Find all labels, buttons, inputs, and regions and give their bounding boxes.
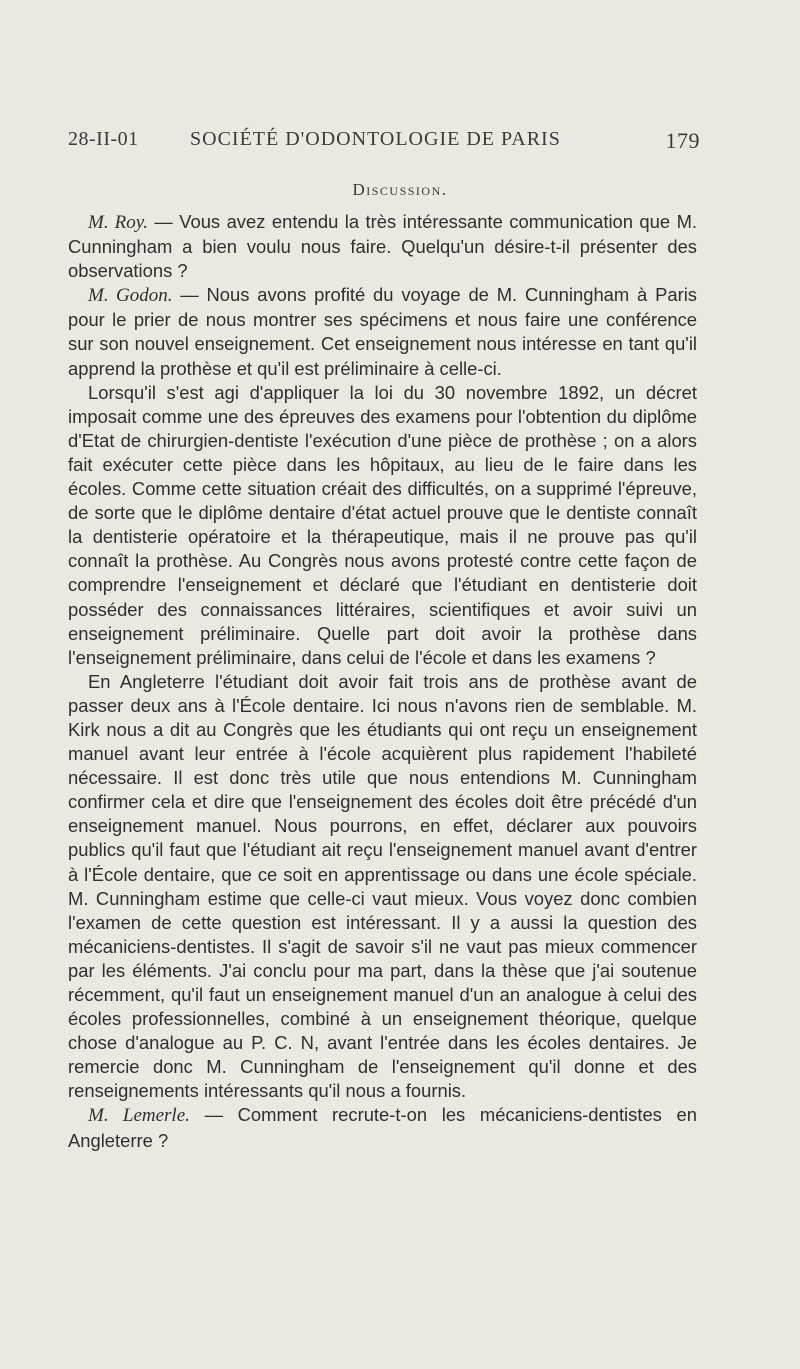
running-head	[68, 128, 700, 158]
header-date: 28-II-01	[68, 128, 139, 150]
speaker-name: M. Godon.	[88, 285, 173, 307]
paragraph-loi-1892	[68, 381, 697, 670]
speaker-name: M. Roy.	[88, 212, 148, 233]
body-text	[68, 210, 697, 1153]
header-title: SOCIÉTÉ D'ODONTOLOGIE DE PARIS	[190, 128, 561, 150]
paragraph-godon	[68, 283, 697, 380]
paragraph-angleterre	[68, 670, 697, 1104]
paragraph-lemerle	[68, 1103, 697, 1152]
paragraph-text: — Nous avons profité du voyage de M. Cunningham à Paris pour le prier de nous montrer ses spécimens et nous faire une conférence sur son nouvel enseignement. Cet enseignement nous intéresse en tant qu'il apprend la prothèse et qu'il est préliminaire à celle-ci.	[68, 284, 697, 379]
paragraph-text: En Angleterre l'étudiant doit avoir fait trois ans de prothèse avant de passer deux ans à l'École dentaire. Ici nous n'avons rien de semblable. M. Kirk nous a dit au Congrès que les étudiants qui ont reçu un enseignement manuel avant leur entrée à l'école acquièrent plus rapidement l'habileté nécessaire. Il est donc très utile que nous entendions M. Cunningham confirmer cela et dire que l'enseignement des écoles doit être précédé d'un enseignement manuel. Nous pourrons, en effet, déclarer aux pouvoirs publics qu'il faut que l'étudiant ait reçu l'enseignement manuel avant d'entrer à l'École dentaire, que ce soit en apprentissage ou dans une école spéciale. M. Cunningham estime que celle-ci vaut mieux. Vous voyez donc combien l'examen de cette question est intéressant. Il y a aussi la question des mécaniciens-dentistes. Il s'agit de savoir s'il ne vaut pas mieux commencer par les éléments. J'ai conclu pour ma part, dans la thèse que j'ai soutenue récemment, qu'il faut un enseignement manuel d'un an analogue à celui des écoles professionnelles, combiné à un enseignement théorique, quelque chose d'analogue au P. C. N, avant l'entrée dans les écoles dentaires. Je remercie donc M. Cunningham de l'enseignement qu'il donne et des renseignements intéressants qu'il nous a fournis.	[68, 670, 697, 1102]
paragraph-text: Lorsqu'il s'est agi d'appliquer la loi du 30 novembre 1892, un décret imposait comme une des épreuves des examens pour l'obtention du diplôme d'Etat de chirurgien-dentiste l'exécution d'une pièce de prothèse ; on a alors fait exécuter cette pièce dans les hôpitaux, au lieu de le faire dans les écoles. Comme cette situation créait des difficultés, on a supprimé l'épreuve, de sorte que le diplôme dentaire d'état actuel prouve que le dentiste connaît la dentisterie opératoire et la thérapeutique, mais il ne prouve pas qu'il connaît la prothèse. Au Congrès nous avons protesté contre cette façon de comprendre l'enseignement et déclaré que l'étudiant en dentisterie doit posséder des connaissances littéraires, scientifiques et avoir suivi un enseignement préliminaire. Quelle part doit avoir la prothèse dans l'enseignement préliminaire, dans celui de l'école et dans les examens ?	[68, 381, 697, 668]
section-heading: Discussion.	[352, 180, 448, 199]
speaker-name: M. Lemerle.	[88, 1105, 190, 1127]
page-number: 179	[665, 128, 700, 153]
paragraph-text: — Comment recrute-t-on les mécaniciens-dentistes en Angleterre ?	[68, 1104, 697, 1151]
paragraph-roy	[68, 210, 697, 283]
paragraph-text: — Vous avez entendu la très intéressante communication que M. Cunningham a bien voulu nous faire. Quelqu'un désire-t-il présenter des observations ?	[68, 211, 697, 282]
